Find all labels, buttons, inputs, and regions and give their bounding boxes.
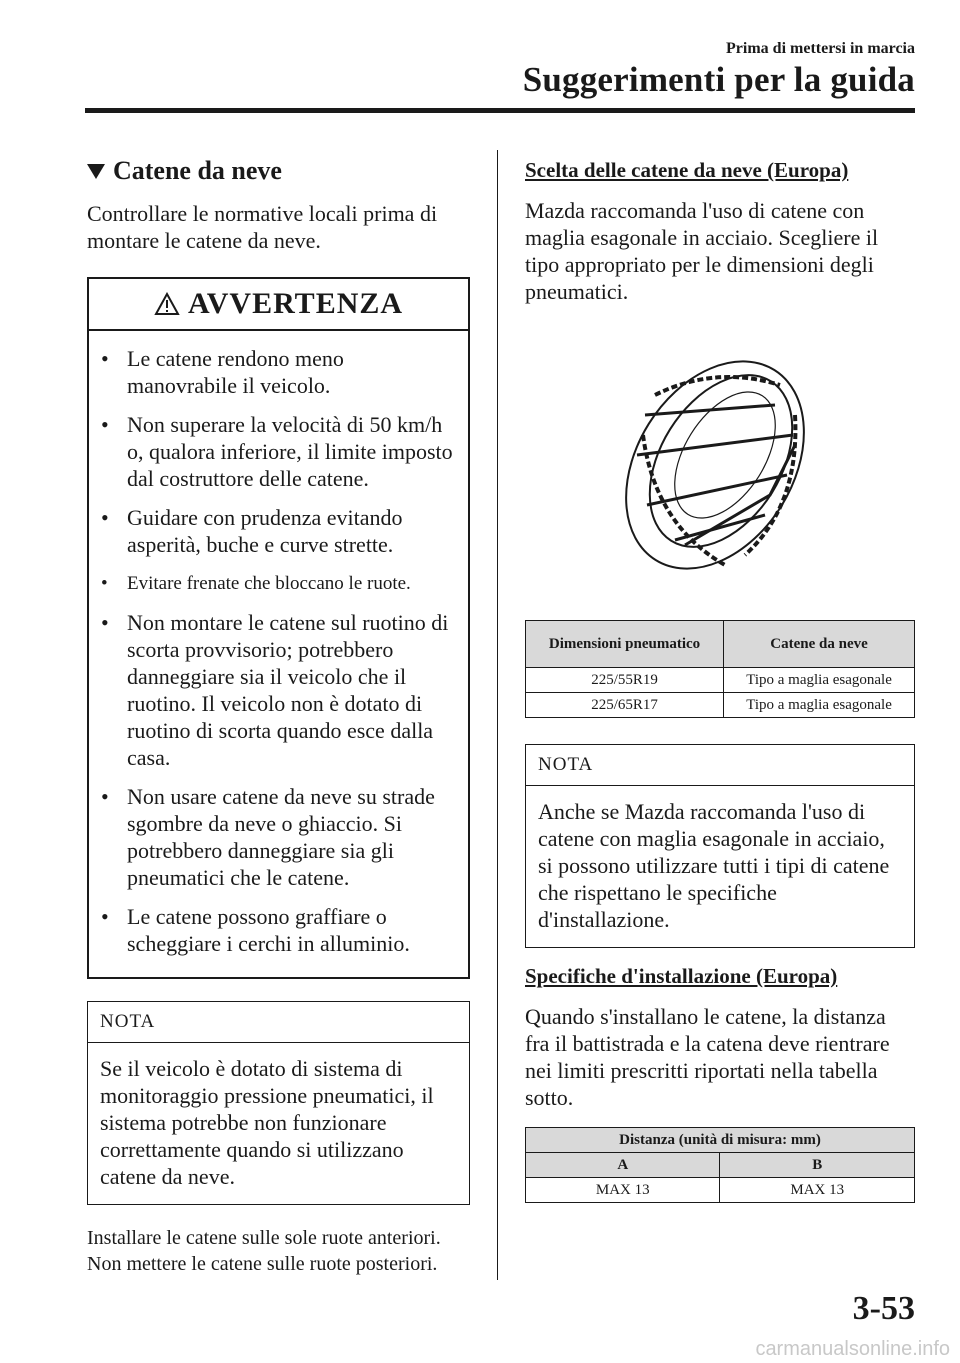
right-column (525, 150, 915, 1203)
note-box (525, 744, 915, 948)
distance-table (525, 1127, 915, 1203)
page-number: 3-53 (852, 1290, 915, 1327)
warning-item: • Le catene possono graffiare o scheggiare i cerchi in alluminio. (101, 904, 410, 956)
warning-item: • Guidare con prudenza evitando asperità, buche e curve strette. (101, 505, 403, 557)
table-row: MAX 13 MAX 13 (526, 1178, 915, 1203)
triangle-down-icon (87, 164, 105, 179)
warning-item: • Non montare le catene sul ruotino di scorta provvisorio; potrebbero danneggiare sia il veicolo che il ruotino. Il veicolo non è dotato di ruotino di scorta quando esce dalla casa. (101, 610, 449, 770)
warning-list (89, 331, 468, 977)
header-rule (85, 108, 915, 113)
warning-item: • Evitare frenate che bloccano le ruote. (101, 573, 411, 594)
table-caption: Distanza (unità di misura: mm) (526, 1128, 915, 1153)
install-paragraph: Quando s'installano le catene, la distanza fra il battistrada e la catena deve rientrare nei limiti prescritti riportati nella tabella sotto. (525, 1004, 890, 1110)
watermark: carmanualsonline.info (755, 1338, 950, 1360)
header-subtitle: Prima di mettersi in marcia (726, 40, 915, 57)
note-body: Se il veicolo è dotato di sistema di monitoraggio pressione pneumatici, il sistema potrebbe non funzionare correttamente quando si utilizzano catene da neve. (100, 1056, 434, 1189)
selection-paragraph: Mazda raccomanda l'uso di catene con maglia esagonale in acciaio. Scegliere il tipo appropriato per le dimensioni degli pneumatici. (525, 198, 879, 304)
note-header: NOTA (526, 745, 914, 786)
note-header: NOTA (88, 1002, 469, 1043)
table-row: 225/65R17 Tipo a maglia esagonale (526, 693, 915, 718)
warning-header: AVVERTENZA (89, 279, 468, 331)
note-box (87, 1001, 470, 1205)
warning-item: • Non usare catene da neve su strade sgombre da neve o ghiaccio. Si potrebbero danneggiare sia gli pneumatici che le catene. (101, 784, 435, 890)
table-row: 225/55R19 Tipo a maglia esagonale (526, 668, 915, 693)
tire-size-table (525, 620, 915, 718)
left-column (87, 150, 470, 1277)
warning-box (87, 277, 470, 979)
section-title: Catene da neve (87, 156, 470, 186)
table-header: B (720, 1153, 915, 1178)
table-header: Dimensioni pneumatico (526, 621, 724, 668)
table-header: A (526, 1153, 720, 1178)
table-header: Catene da neve (724, 621, 915, 668)
install-title: Specifiche d'installazione (Europa) (525, 964, 838, 988)
warning-item: • Non superare la velocità di 50 km/h o, qualora inferiore, il limite imposto dal costruttore delle catene. (101, 412, 453, 491)
snow-chain-illustration (525, 305, 915, 620)
note-body: Anche se Mazda raccomanda l'uso di catene con maglia esagonale in acciaio, si possono utilizzare tutti i tipi di catene che rispettano le specifiche d'installazione. (538, 799, 890, 932)
intro-paragraph: Controllare le normative locali prima di montare le catene da neve. (87, 201, 438, 253)
selection-title: Scelta delle catene da neve (Europa) (525, 158, 849, 182)
warning-icon (154, 292, 180, 316)
warning-item: • Le catene rendono meno manovrabile il veicolo. (101, 346, 344, 398)
header-title: Suggerimenti per la guida (522, 60, 915, 99)
snow-chain-image (525, 305, 915, 620)
outro-paragraph: Installare le catene sulle sole ruote anteriori. Non mettere le catene sulle ruote posteriori. (87, 1227, 441, 1275)
column-divider (497, 150, 498, 1280)
